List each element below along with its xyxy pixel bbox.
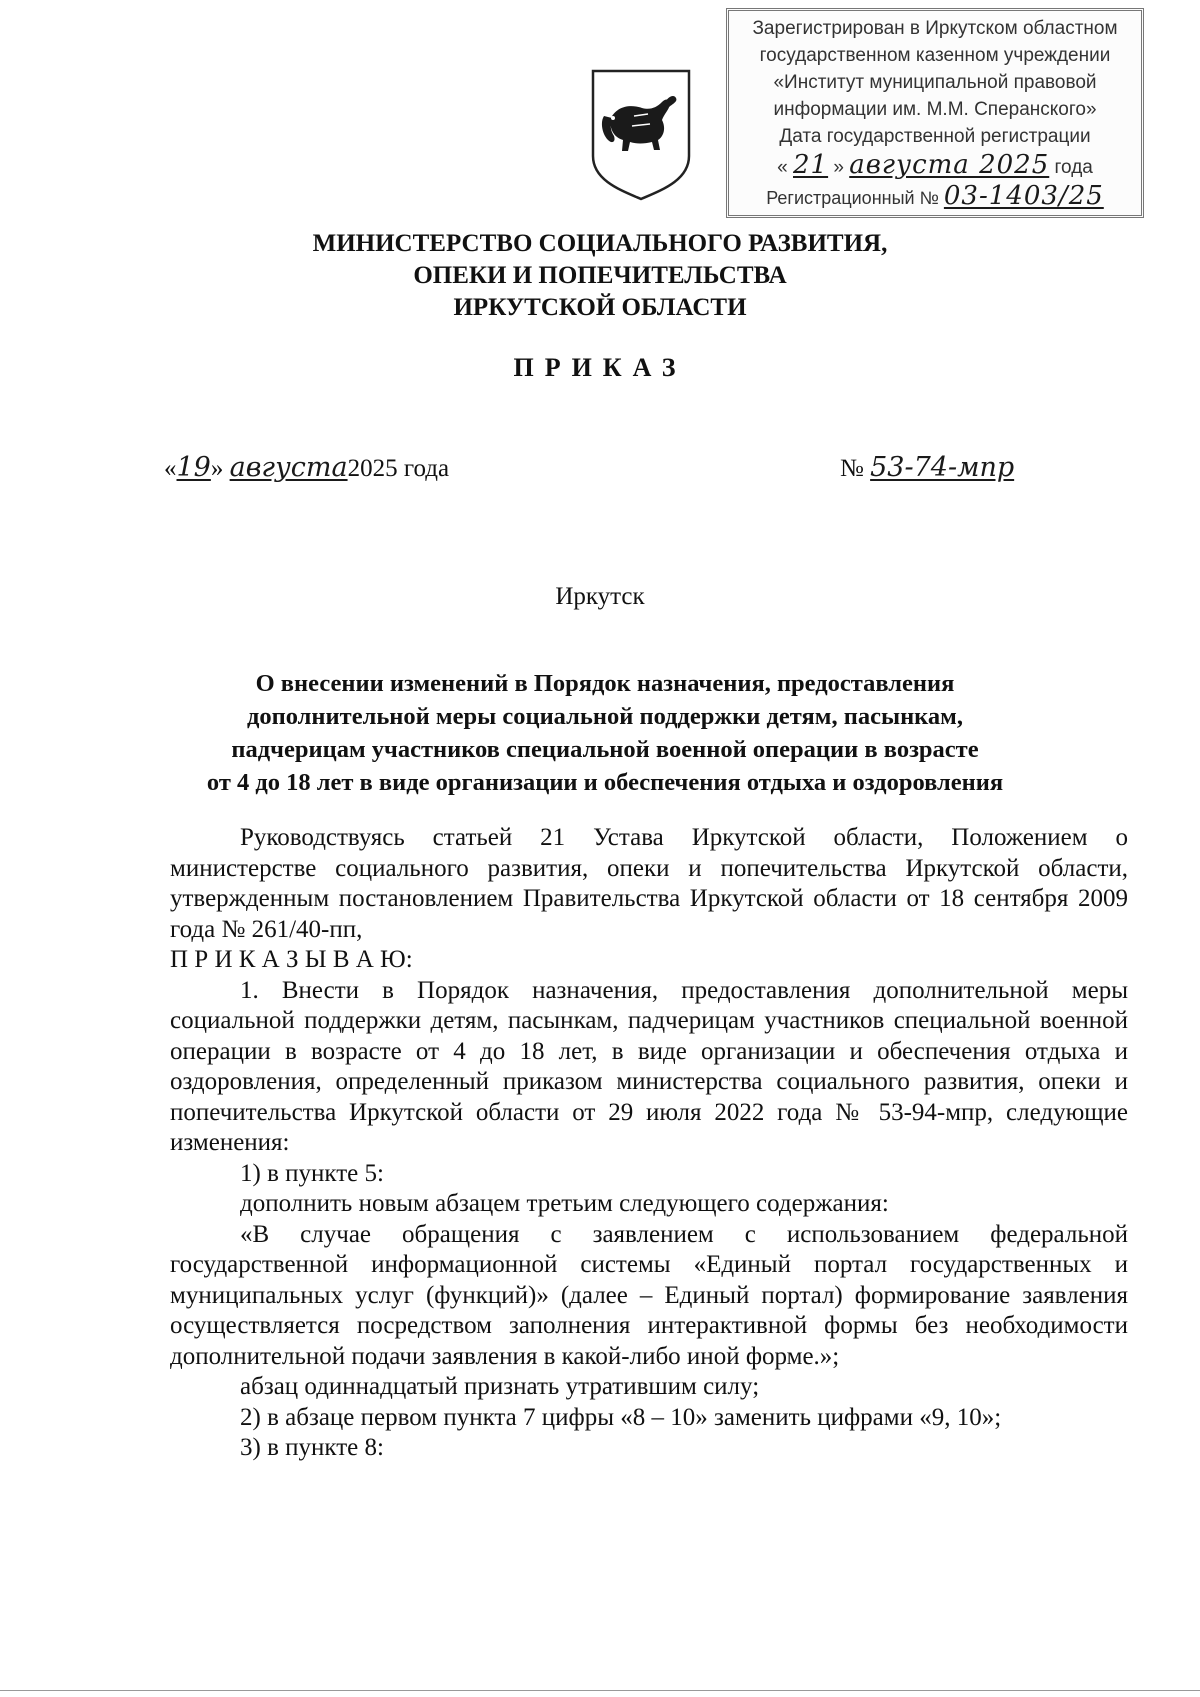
stamp-line: государственном казенном учреждении: [759, 45, 1111, 66]
item-1-paragraph: 1. Внести в Порядок назначения, предоставления дополнительной меры социальной поддержки детям, пасынкам, падчерицам участников специальной военной операции в возрасте от 4 до 18 лет, в виде организации и обеспечения отдыха и оздоровления, определенный приказом министерства социального развития, опеки и попечительства Иркутской области от 29 июля 2022 года № 53-94-мпр, следующие изменения:: [170, 976, 1128, 1156]
order-date-day: 19: [176, 452, 211, 483]
orders-word: П Р И К А З Ы В А Ю:: [170, 946, 413, 973]
document-type-heading: ПРИКАЗ: [513, 353, 687, 382]
stamp-registration-date: [729, 152, 1141, 181]
subitem-1-repeal: абзац одиннадцатый признать утратившим силу;: [240, 1373, 760, 1400]
city-name: Иркутск: [555, 583, 645, 610]
ministry-line: ИРКУТСКОЙ ОБЛАСТИ: [453, 294, 747, 321]
stamp-registration-number: [729, 183, 1141, 212]
ministry-heading: [200, 228, 1000, 324]
stamp-reg-number: 03-1403/25: [943, 181, 1104, 211]
stamp-line: Зарегистрирован в Иркутском областном: [752, 18, 1118, 39]
document-title: [170, 667, 1040, 799]
subitem-2: 2) в абзаце первом пункта 7 цифры «8 – 10» заменить цифрами «9, 10»;: [240, 1403, 1002, 1431]
order-date-quote-open: «: [164, 455, 177, 482]
subitem-1-add-paragraph: дополнить новым абзацем третьим следующего содержания:: [240, 1190, 889, 1217]
stamp-date-quote-open: «: [777, 157, 788, 178]
stamp-date-day: 21: [793, 150, 829, 180]
stamp-line: «Институт муниципальной правовой: [773, 72, 1097, 93]
subitem-1: 1) в пункте 5:: [240, 1159, 384, 1187]
title-line: падчерицам участников специальной военной операции в возрасте: [231, 736, 979, 763]
order-date: [164, 452, 449, 483]
order-date-quote-close: »: [210, 455, 224, 482]
stamp-reg-label: Регистрационный №: [766, 188, 939, 208]
stamp-date-month-year: августа 2025: [849, 150, 1050, 180]
title-line: от 4 до 18 лет в виде организации и обеспечения отдыха и оздоровления: [206, 769, 1004, 796]
title-line: дополнительной меры социальной поддержки детям, пасынкам,: [247, 703, 963, 730]
order-number-label: №: [840, 455, 864, 482]
stamp-date-suffix: года: [1054, 157, 1093, 178]
quoted-paragraph: «В случае обращения с заявлением с использованием федеральной государственной информационной системы «Единый портал государственных и муниципальных услуг (функций)» (далее – Единый портал) формирование заявления осуществляется посредством заполнения интерактивной формы без необходимости дополнительной подачи заявления в какой-либо иной форме.»;: [170, 1220, 1128, 1370]
order-date-month: августа: [229, 452, 348, 483]
subitem-3: 3) в пункте 8:: [240, 1434, 384, 1461]
page-bottom-rule: [0, 1690, 1200, 1691]
stamp-line: Дата государственной регистрации: [779, 126, 1091, 147]
ministry-line: ОПЕКИ И ПОПЕЧИТЕЛЬСТВА: [413, 262, 787, 289]
ministry-line: МИНИСТЕРСТВО СОЦИАЛЬНОГО РАЗВИТИЯ,: [312, 230, 888, 257]
order-number-value: 53-74-мпр: [870, 452, 1015, 483]
registration-stamp: [726, 8, 1144, 218]
stamp-line: информации им. М.М. Сперанского»: [773, 99, 1097, 120]
stamp-date-quote-close: »: [833, 157, 844, 178]
order-date-year: 2025 года: [347, 455, 450, 482]
document-body: [170, 823, 1128, 1464]
title-line: О внесении изменений в Порядок назначения, предоставления: [255, 670, 955, 697]
preamble-paragraph: Руководствуясь статьей 21 Устава Иркутской области, Положением о министерстве социального развития, опеки и попечительства Иркутской области, утвержденным постановлением Правительства Иркутской области от 18 сентября 2009 года № 261/40-пп,: [170, 824, 1128, 943]
coat-of-arms-emblem: [590, 68, 692, 202]
order-number: [840, 452, 1014, 483]
